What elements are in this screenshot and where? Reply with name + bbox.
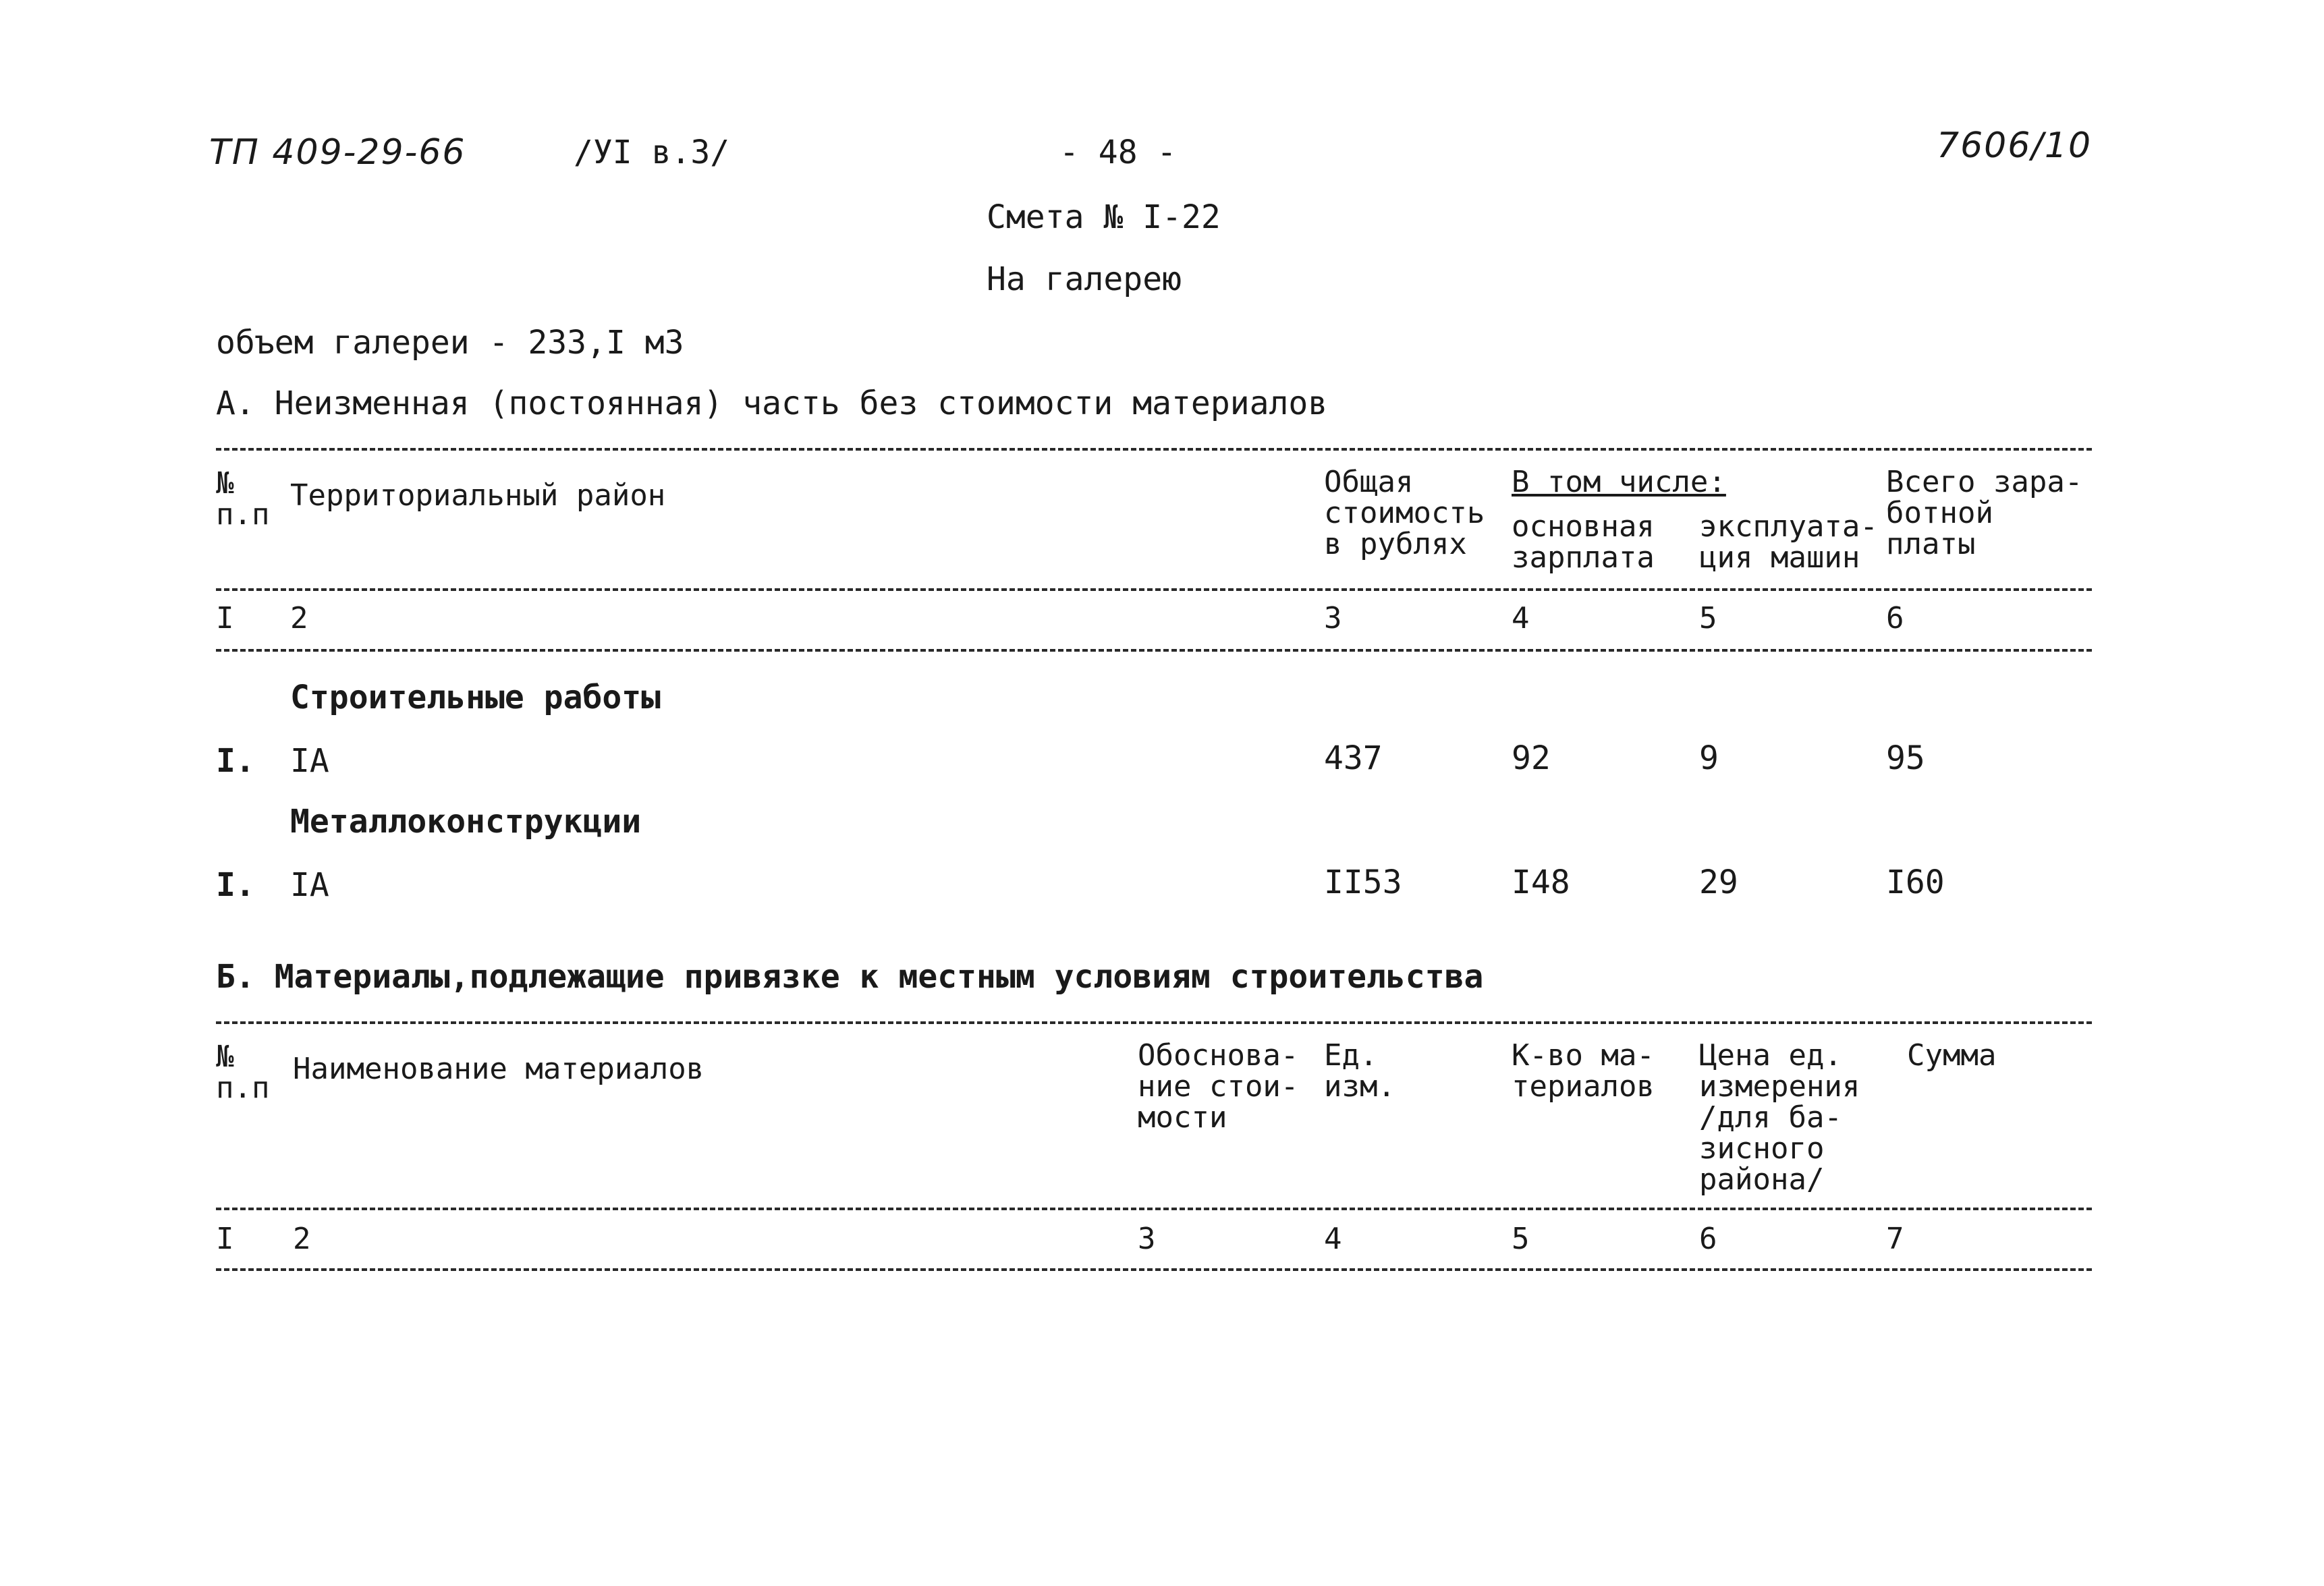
col-base-salary-header: основная зарплата: [1512, 509, 1655, 575]
table-row-num: I.: [216, 742, 255, 780]
col-price-header: Цена ед. измерения /для ба- зисного района/: [1699, 1038, 1860, 1197]
col-num-header: № п.п: [216, 1040, 270, 1105]
table-row-machines: 29: [1699, 863, 1738, 901]
divider: [216, 448, 2092, 451]
col-machines-header: эксплуата- ция машин: [1699, 509, 1878, 575]
divider: [216, 588, 2092, 591]
doc-code: ТП 409-29-66: [209, 132, 466, 173]
col-number: 7: [1886, 1222, 1904, 1256]
col-region-header: Территориальный район: [290, 478, 666, 513]
col-unit-header: Ед. изм.: [1324, 1038, 1395, 1104]
table-row-base: I48: [1512, 863, 1570, 901]
col-number: I: [216, 601, 234, 635]
divider: [216, 1021, 2092, 1024]
col-number: 6: [1886, 601, 1904, 635]
col-sum-header: Сумма: [1907, 1038, 1997, 1073]
section-b-title: Б. Материалы,подлежащие привязке к местным условиям строительства: [216, 958, 1484, 996]
col-number: 3: [1138, 1222, 1156, 1256]
col-total-salary-header: Всего зара- ботной платы: [1886, 465, 2083, 561]
col-number: 2: [293, 1222, 311, 1256]
col-name-header: Наименование материалов: [293, 1052, 704, 1086]
estimate-title: Смета № I-22: [987, 198, 1221, 236]
col-number: I: [216, 1222, 234, 1256]
col-number: 2: [290, 601, 308, 635]
divider: [216, 1268, 2092, 1271]
object-title: На галерею: [987, 260, 1182, 298]
page-number: - 48 -: [1059, 134, 1177, 171]
archive-number: 7606/10: [1937, 125, 2093, 166]
col-num-header: № п.п: [216, 466, 270, 532]
col-total-cost-header: Общая стоимость в рублях: [1324, 465, 1485, 561]
volume-note: объем галереи - 233,I м3: [216, 324, 684, 362]
table-row-salary: 95: [1886, 739, 1925, 777]
table-row-total: 437: [1324, 739, 1383, 777]
table-row-salary: I60: [1886, 863, 1945, 901]
table-row-total: II53: [1324, 863, 1402, 901]
col-number: 6: [1699, 1222, 1717, 1256]
col-number: 4: [1324, 1222, 1342, 1256]
group-label-construction: Строительные работы: [290, 679, 661, 716]
volume-label: /УI в.3/: [574, 134, 730, 171]
group-label-metal: Металлоконструкции: [290, 803, 642, 841]
col-including-header: В том числе:: [1512, 465, 1726, 499]
table-row-machines: 9: [1699, 739, 1719, 777]
col-justification-header: Обоснова- ние стои- мости: [1138, 1038, 1299, 1135]
table-row-base: 92: [1512, 739, 1551, 777]
table-row-region: IA: [290, 866, 329, 904]
divider: [216, 1208, 2092, 1210]
divider: [216, 649, 2092, 652]
col-number: 4: [1512, 601, 1530, 635]
section-a-title: А. Неизменная (постоянная) часть без стоимости материалов: [216, 385, 1328, 422]
col-number: 5: [1699, 601, 1717, 635]
col-quantity-header: К-во ма- териалов: [1512, 1038, 1655, 1104]
col-number: 5: [1512, 1222, 1530, 1256]
table-row-num: I.: [216, 866, 255, 904]
table-row-region: IA: [290, 742, 329, 780]
col-number: 3: [1324, 601, 1342, 635]
